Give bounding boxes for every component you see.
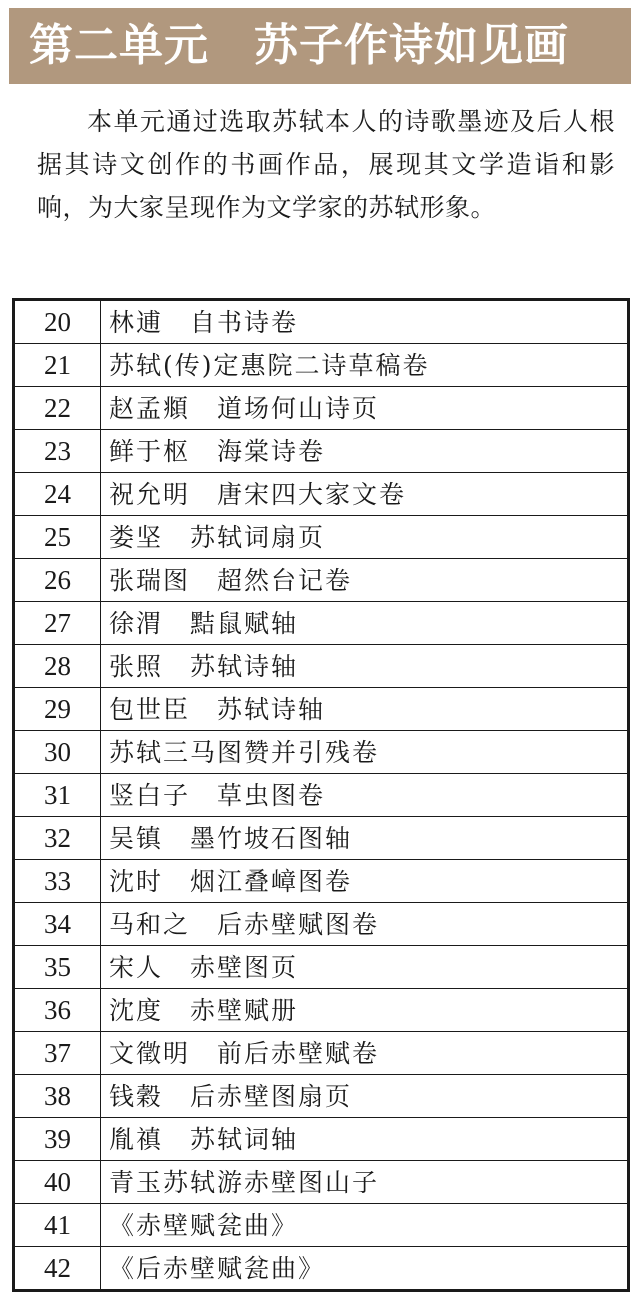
- exhibit-title: 竖白子 草虫图卷: [101, 774, 629, 817]
- exhibit-title: 钱穀 后赤壁图扇页: [101, 1075, 629, 1118]
- exhibit-title: 胤禛 苏轼词轴: [101, 1118, 629, 1161]
- exhibit-number: 36: [14, 989, 101, 1032]
- exhibit-title: 苏轼(传)定惠院二诗草稿卷: [101, 344, 629, 387]
- table-row: [14, 1204, 629, 1247]
- exhibit-title: 张照 苏轼诗轴: [101, 645, 629, 688]
- exhibit-number: 29: [14, 688, 101, 731]
- exhibit-number: 33: [14, 860, 101, 903]
- exhibit-number: 39: [14, 1118, 101, 1161]
- exhibit-number: 23: [14, 430, 101, 473]
- table-row: [14, 860, 629, 903]
- exhibit-number: 38: [14, 1075, 101, 1118]
- table-row: [14, 688, 629, 731]
- exhibit-title: 祝允明 唐宋四大家文卷: [101, 473, 629, 516]
- exhibit-title: 林逋 自书诗卷: [101, 300, 629, 344]
- exhibit-title: 宋人 赤壁图页: [101, 946, 629, 989]
- exhibit-number: 25: [14, 516, 101, 559]
- exhibit-title: 马和之 后赤壁赋图卷: [101, 903, 629, 946]
- table-row: [14, 817, 629, 860]
- table-row: [14, 1118, 629, 1161]
- exhibit-number: 21: [14, 344, 101, 387]
- table-row: [14, 1247, 629, 1291]
- exhibit-number: 20: [14, 300, 101, 344]
- table-row: [14, 430, 629, 473]
- exhibit-number: 40: [14, 1161, 101, 1204]
- exhibit-number: 41: [14, 1204, 101, 1247]
- exhibit-number: 24: [14, 473, 101, 516]
- exhibit-title: 鲜于枢 海棠诗卷: [101, 430, 629, 473]
- exhibit-title: 沈度 赤壁赋册: [101, 989, 629, 1032]
- unit-title-banner: [9, 8, 631, 84]
- table-row: [14, 1075, 629, 1118]
- exhibit-title: 沈时 烟江叠嶂图卷: [101, 860, 629, 903]
- exhibit-title: 吴镇 墨竹坡石图轴: [101, 817, 629, 860]
- table-row: [14, 387, 629, 430]
- table-row: [14, 516, 629, 559]
- exhibit-title: 青玉苏轼游赤壁图山子: [101, 1161, 629, 1204]
- exhibit-title: 《赤壁赋瓫曲》: [101, 1204, 629, 1247]
- exhibit-number: 27: [14, 602, 101, 645]
- table-row: [14, 559, 629, 602]
- unit-introduction: 本单元通过选取苏轼本人的诗歌墨迹及后人根据其诗文创作的书画作品，展现其文学造诣和影响，为大家呈现作为文学家的苏轼形象。: [37, 107, 615, 222]
- table-row: [14, 774, 629, 817]
- exhibit-title: 《后赤壁赋瓫曲》: [101, 1247, 629, 1291]
- exhibit-title: 苏轼三马图赞并引残卷: [101, 731, 629, 774]
- table-row: [14, 300, 629, 344]
- table-row: [14, 645, 629, 688]
- table-row: [14, 946, 629, 989]
- exhibit-title: 赵孟頫 道场何山诗页: [101, 387, 629, 430]
- exhibit-number: 28: [14, 645, 101, 688]
- exhibit-number: 37: [14, 1032, 101, 1075]
- exhibit-number: 32: [14, 817, 101, 860]
- exhibit-title: 张瑞图 超然台记卷: [101, 559, 629, 602]
- exhibit-number: 31: [14, 774, 101, 817]
- exhibit-number: 42: [14, 1247, 101, 1291]
- table-row: [14, 731, 629, 774]
- table-row: [14, 1032, 629, 1075]
- unit-title: 第二单元 苏子作诗如见画: [29, 20, 569, 71]
- table-row: [14, 903, 629, 946]
- exhibit-number: 34: [14, 903, 101, 946]
- exhibit-title: 徐渭 黠鼠赋轴: [101, 602, 629, 645]
- exhibit-catalog-table: [12, 298, 630, 1292]
- table-row: [14, 602, 629, 645]
- table-row: [14, 344, 629, 387]
- exhibit-number: 30: [14, 731, 101, 774]
- exhibit-catalog-body: [14, 300, 629, 1291]
- exhibit-number: 22: [14, 387, 101, 430]
- table-row: [14, 1161, 629, 1204]
- table-row: [14, 473, 629, 516]
- exhibit-title: 文徵明 前后赤壁赋卷: [101, 1032, 629, 1075]
- exhibit-number: 26: [14, 559, 101, 602]
- exhibit-title: 娄坚 苏轼词扇页: [101, 516, 629, 559]
- exhibit-title: 包世臣 苏轼诗轴: [101, 688, 629, 731]
- table-row: [14, 989, 629, 1032]
- exhibit-number: 35: [14, 946, 101, 989]
